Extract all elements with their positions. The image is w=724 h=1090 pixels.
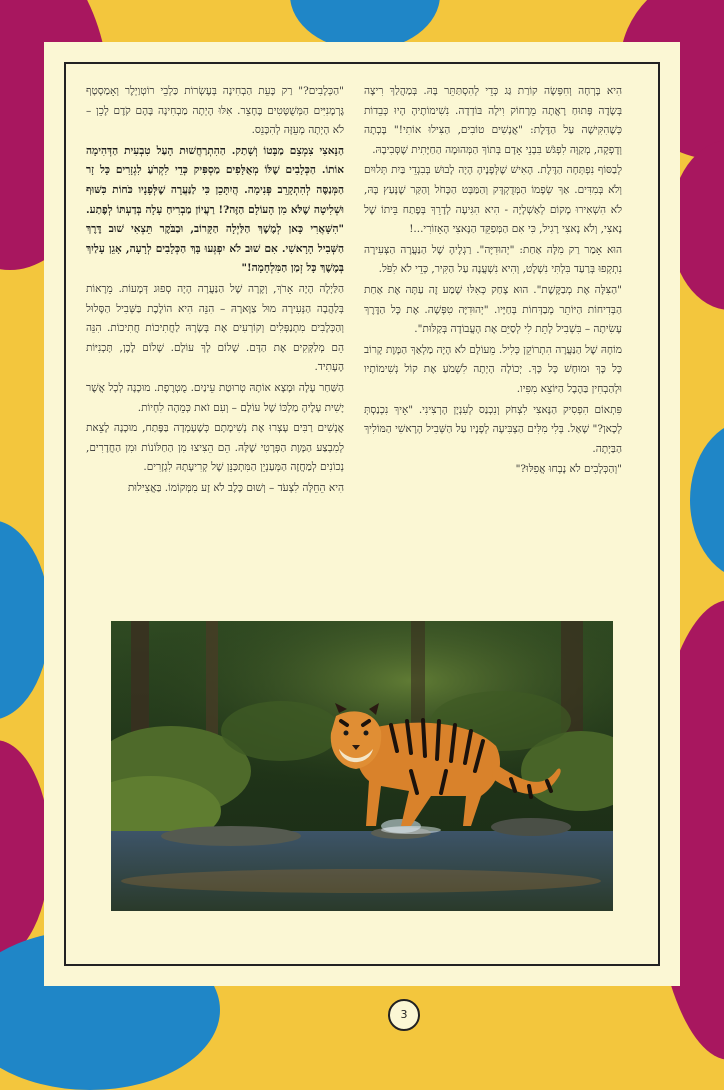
decor-blob-blue	[690, 420, 724, 580]
decor-blob-blue	[0, 520, 50, 720]
paragraph: הַשַּׁחַר עָלָה וּמָצָא אוֹתָהּ טְרוּטַת עֵינַיִם. מֻטְרֶפֶת. מוּכָנָה לְכָל אֲשֶׁר יָשִׁית עָלֶיהָ מַלְכּוֹ שֶׁל עוֹלָם – וְעִם זֹאת כְּמֵהָה לִחְיוֹת.	[86, 381, 344, 414]
paragraph: אֲנָשִׁים רַבִּים עָצְרוּ אֶת נְשִׁימָתָם כְּשֶׁעָמְדָה בַּפֶּתַח, מוּכָנָה לָצֵאת לְמִבְצַע הַמָּוֶת הַפְּרָטִי שֶׁלָּהּ. הֵם הֵצִיצוּ מִן הַחַלּוֹנוֹת וּמִן הַחֲדָרִים, נְכוֹנִים לְמַחֲזֶה הַמְּעַנְיֵן הַמִּתְכַּנֵּן שֶׁל קְרִיעָתָהּ לִגְזָרִים.	[86, 422, 344, 474]
paragraph: "הַכְּלָבִים?" רַק כָּעֵת הַבְחִינָה בְּעֶשְׂרוֹת כַּלְבֵי רוֹטְוַיְלֶר וְאָמַסְטָף גֶּרְמָנִיִּים הַמְּשֻׁטָּטִים בֶּחָצֵר. אִלּוּ הָיְתָה מַבְחִינָה בָּהֶם קֹדֶם לָכֵן – לֹא הָיְתָה מְעֵזָּה לְהִכָּנֵס.	[86, 85, 344, 137]
paragraph: הִיא בָּרְחָה וְחִפְּשָׂה קוֹרַת גַּג כְּדֵי לְהִסְתַּתֵּר בָּהּ. בְּמַהֲלַךְ רִיצָה בְּשָׂדֶה פָּתוּחַ רָאֲתָה מֵרָחוֹק וִילָה בּוֹדְדָה. נִשִׁימוֹתֶיהָ הָיוּ כְּבֵדוֹת כְּשֶׁהִקִּישָׁה עַל הַדֶּלֶת: "אֲנָשִׁים טוֹבִים, הַצִּילוּ אוֹתִי!" בָּכְתָה וְדָפְקָה, מְקַוָּה לִפְגֹּשׁ בִּבְנֵי אָדָם בְּתוֹךְ הַמְּהוּמָה הַחַיָּתִית שֶׁסְּבִיבָהּ.	[364, 85, 622, 156]
paragraph: "וְהַכְּלָבִים לֹא נָבְחוּ אֲפִלּוּ?"	[515, 463, 622, 476]
tiger-photo	[111, 621, 613, 911]
paragraph: פִּתְאוֹם הִפְסִיק הַנָּאצִי לִצְחֹק וְנִכְנַס לְעִנְיָן הָרְצִינִי. "אֵיךְ נִכְנַסְתְּ לְכָאן?" שָׁאַל. בְּלִי מִלִּים הַצְבִּיעָה לְפָנָיו עַל הַשְּׁבִיל הָרָאשִׁי הַמּוֹלִיךְ הַבַּיְתָה.	[364, 403, 622, 455]
text-column-right	[364, 82, 622, 481]
paragraph: הוּא אָמַר רַק מִלָּה אַחַת: "יְהוּדִיָּה". רַגְלֶיהָ שֶׁל הַנַּעֲרָה הַצְּעִירָה נִתְקְפוּ בְּרַעַד בִּלְתִּי נִשְׁלָט, וְהִיא נִשְׁעֲנָה עַל הַקִּיר, כְּדֵי לֹא לִפֹּל.	[364, 243, 622, 276]
page-sheet	[44, 42, 680, 1021]
paragraph: מוֹחָהּ שֶׁל הַנַּעֲרָה הִתְרוֹקֵן כְּלִיל. מֵעוֹלָם לֹא הָיָה מַלְאַךְ הַמָּוֶת קָרוֹב כָּל כָּךְ וּמוּחָשׁ כָּל כָּךְ. יְכוֹלָה הָיְתָה לִשְׁמֹעַ אֶת קוֹל נְשִׁימוֹתָיו וּלְהַבְחִין בַּהֶבֶל הַיּוֹצֵא מִפִּיו.	[364, 343, 622, 395]
decor-blob-magenta	[0, 740, 50, 960]
paragraph: הִיא הֵחֵלָּה לִצְעֹד – וְשׁוּם כֶּלֶב לֹא זָע מִמְּקוֹמוֹ. בַּאֲצִילוּת	[127, 481, 344, 494]
text-column-left	[86, 82, 344, 499]
paragraph: לְבַסּוֹף נִפְתְּחָה הַדֶּלֶת. הָאִישׁ שֶׁלְּפָנֶיהָ הָיָה לָבוּשׁ בְּבִגְדֵי בַּיִת תְּלוּיִם וְלֹא בְּמִדִּים. אַךְ שְׂפָמוֹ הַמְּדֻקְדָּק וְהַמַּבָּט הַכָּחֹל וְהַקַּר שֶׁנָּעַץ בָּהּ, לֹא הִשְׁאִירוּ מָקוֹם לְאַשְׁלָיָה - הִיא הִגִּיעָה לְדָרֵךְ בְּפֶתַח בֵּיתוֹ שֶׁל נָאצִי, וְלֹא נָאצִי רָגִיל, כִּי אִם הַמְּפַקֵּד הַנָּאצִי הָאֵזוֹרִי...!	[364, 164, 622, 236]
paragraph: "הַצִּלָּה אֶת מְבַקֶּשֶׁת". הוּא צָחַק כְּאִלּוּ שָׁמַע זֶה עַתָּה אֶת אַחַת הַבְּדִיחוֹת הַיּוֹתֵר מְבַדְּחוֹת בְּחַיָּיו. "יְהוּדִיָּה טִפְּשָׁה. אֶת כָּל הַדֶּרֶךְ עָשִׂיתָה – בִּשְׁבִיל לָתֵת לִי לְסַיֵּם אֶת הָעֲבוֹדָה בְּקַלּוּת".	[364, 283, 622, 336]
page-number: 3	[388, 999, 420, 1031]
paragraph: הַנָּאצִי צִמְצֵם מַבָּטוֹ וְשָׁתַק. הַהִתְרַחֲשׁוּת הָעַל טִבְעִית הַדְּהִימָה אוֹתוֹ. הַכְּלָבִים שֶׁלּוֹ מְאֻלָּפִים מַסְפִּיק כְּדֵי לִקְרֹעַ לִגְזָרִים כָּל זָר הַמְּנַסֶּה לְהִתְקָרֵב פְּנִימָה. הֲיִתָּכֵן כִּי לַנַּעֲרָה שֶׁלְּפָנָיו כֹּחוֹת כִּשּׁוּף וּשְׁלִיטָה שֶׁלֹּא מִן הָעוֹלָם הַזֶּה?! רַעֲיוֹן מַבְרִיחַ עָלָה בְּדַעְתּוֹ לְפֶתַע. "הִשָּׁאֲרִי כָּאן לְמֶשֶׁךְ הַלַּיְלָה הַקָּרוֹב, וּבַבֹּקֶר תֵּצְאִי שׁוּב דֶּרֶךְ הַשְּׁבִיל הָרָאשִׁי. אִם שׁוּב לֹא יִפְגְּעוּ בָּךְ הַכְּלָבִים לְרָעָה, אָגֵן עָלַיִךְ בְּמֶשֶׁךְ כָּל זְמַן הַמִּלְחָמָה!"	[86, 144, 344, 275]
paragraph: הַלַּיְלָה הָיָה אָרֹךְ, וְקָרָה שֶׁל הַנַּעֲרָה הָיָה סְפוּג דְּמָעוֹת. מֵרָאוֹת בְּלַהֲבָה הַנְּעִירָה מוּל צַוָּארָהּ – הִנֵּה הִיא הוֹלֶכֶת בַּשְּׁבִיל הַסָּלוּל וְהַכְּלָבִים מִתְנַפְּלִים וְקוֹרְעִים אֶת בְּשָׂרָהּ לַחֲתִיכוֹת חֲתִיכוֹת. הִנֵּה הֵם מְלַקְּקִים אֶת הַדָּם. שָׁלוֹם לָךְ עוֹלָם. שָׁלוֹם לָכֶן, תָּכְנִיּוֹת הֶעָתִיד.	[86, 282, 344, 374]
